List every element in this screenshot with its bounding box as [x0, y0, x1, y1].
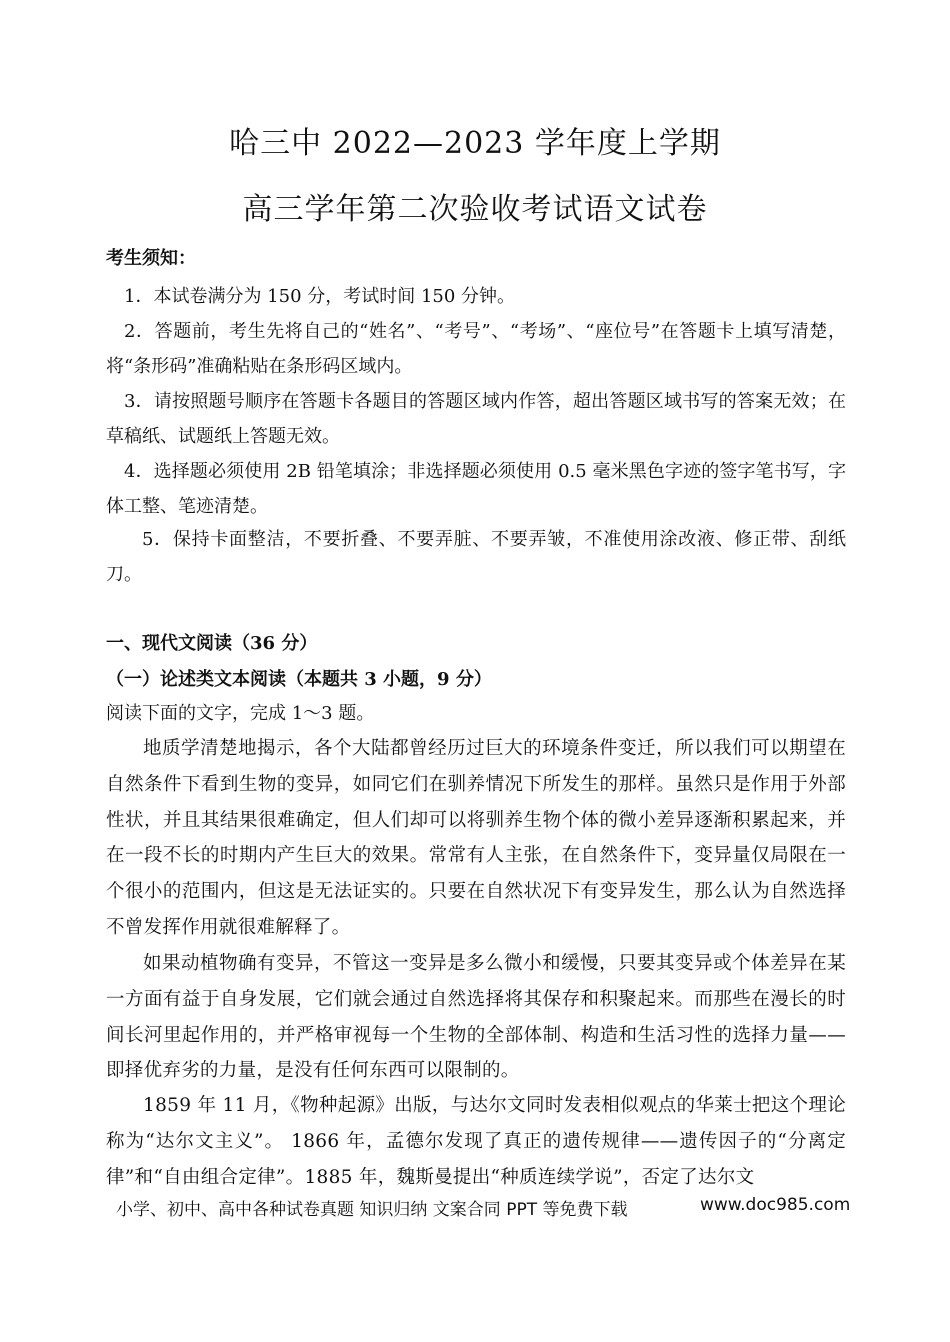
notice-item-2: 2．答题前，考生先将自己的“姓名”、“考号”、“考场”、“座位号”在答题卡上填写清楚，将“条形码”准确粘贴在条形码区域内。 — [106, 321, 846, 377]
notice-item-4: 4．选择题必须使用 2B 铅笔填涂；非选择题必须使用 0.5 毫米黑色字迹的签字笔书写，字体工整、笔迹清楚。 — [106, 461, 846, 517]
exam-title-line1: 哈三中 2022—2023 学年度上学期 — [229, 126, 721, 161]
notice-item-3: 3．请按照题号顺序在答题卡各题目的答题区域内作答，超出答题区域书写的答案无效；在草稿纸、试题纸上答题无效。 — [106, 391, 846, 447]
section-subheading: （一）论述类文本阅读（本题共 3 小题，9 分） — [106, 669, 492, 690]
exam-title-line2: 高三学年第二次验收考试语文试卷 — [242, 192, 708, 227]
notice-item-5: 5．保持卡面整洁，不要折叠、不要弄脏、不要弄皱，不准使用涂改液、修正带、刮纸刀。 — [106, 529, 846, 585]
notice-item-1: 1．本试卷满分为 150 分，考试时间 150 分钟。 — [124, 286, 516, 307]
footer-url-link[interactable]: www.doc985.com — [700, 1195, 851, 1215]
section-heading: 一、现代文阅读（36 分） — [106, 633, 318, 654]
reading-paragraph-3: 1859 年 11 月，《物种起源》出版，与达尔文同时发表相似观点的华莱士把这个理论称为“达尔文主义”。 1866 年，孟德尔发现了真正的遗传规律——遗传因子的“分离定律”和“自由组合定律”。1885 年，魏斯曼提出“种质连续学说”，否定了达尔文 — [106, 1095, 846, 1188]
footer-ad-text: 小学、初中、高中各种试卷真题 知识归纳 文案合同 PPT 等免费下载 — [116, 1200, 628, 1220]
reading-instruction: 阅读下面的文字，完成 1～3 题。 — [106, 703, 375, 724]
reading-paragraph-2: 如果动植物确有变异，不管这一变异是多么微小和缓慢，只要其变异或个体差异在某一方面有益于自身发展，它们就会通过自然选择将其保存和积聚起来。而那些在漫长的时间长河里起作用的，并严格审视每一个生物的全部体制、构造和生活习性的选择力量——即择优弃劣的力量，是没有任何东西可以限制的。 — [106, 953, 846, 1082]
reading-paragraph-1: 地质学清楚地揭示，各个大陆都曾经历过巨大的环境条件变迁，所以我们可以期望在自然条件下看到生物的变异，如同它们在驯养情况下所发生的那样。虽然只是作用于外部性状，并且其结果很难确定，但人们却可以将驯养生物个体的微小差异逐渐积累起来，并在一段不长的时期内产生巨大的效果。常常有人主张，在自然条件下，变异量仅局限在一个很小的范围内，但这是无法证实的。只要在自然状况下有变异发生，那么认为自然选择不曾发挥作用就很难解释了。 — [106, 738, 846, 938]
notice-heading: 考生须知： — [106, 248, 196, 269]
